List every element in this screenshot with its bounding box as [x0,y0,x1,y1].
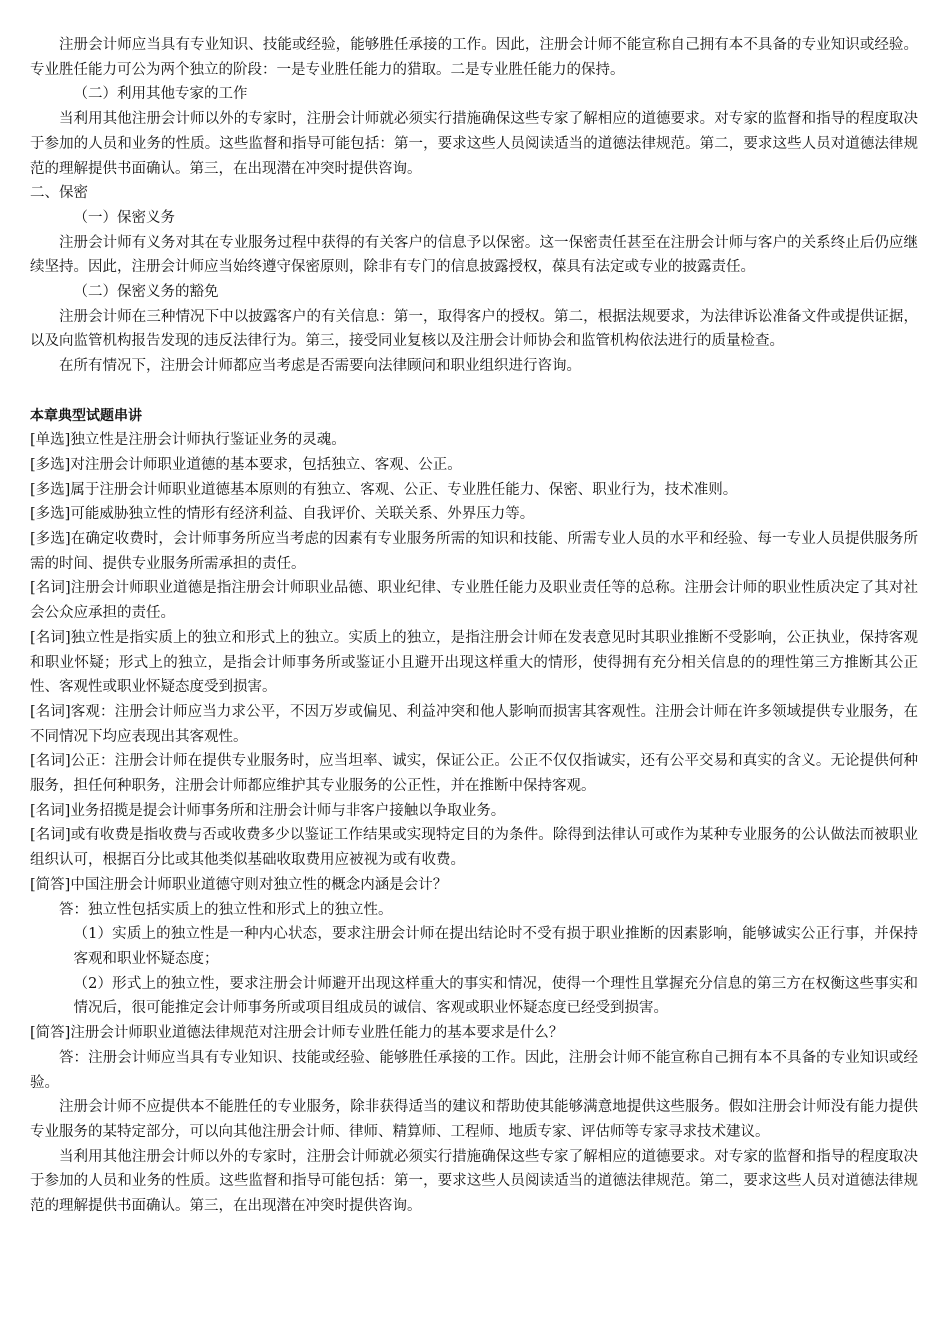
review-item: [多选]在确定收费时，会计师事务所应当考虑的因素有专业服务所需的知识和技能、所需专业人员的水平和经验、每一专业人员提供服务所需的时间、提供专业服务所需承担的责任。 [30,531,918,572]
subheading-use-of-experts: （二）利用其他专家的工作 [73,86,248,103]
review-item: [名词]业务招揽是提会计师事务所和注册会计师与非客户接触以争取业务。 [30,802,506,819]
paragraph-confidentiality-duty: 注册会计师有义务对其在专业服务过程中获得的有关客户的信息予以保密。这一保密责任甚至在注册会计师与客户的关系终止后仍应继续坚持。因此，注册会计师应当始终遵守保密原则，除非有专门的信息披露授权，葆具有法定或专业的披露责任。 [30,234,918,276]
review-item: [名词]独立性是指实质上的独立和形式上的独立。实质上的独立，是指注册会计师在发表意见时其职业推断不受影响，公正执业，保持客观和职业怀疑；形式上的独立，是指会计师事务所或鉴证小且避开出现这样重大的情形，使得拥有充分相关信息的的理性第三方推断其公正性、客观性或职业怀疑态度受到损害。 [30,629,918,696]
subheading-confidentiality-exemption: （二）保密义务的豁免 [73,284,219,301]
answer-point [30,972,918,1021]
review-item: [简答]中国注册会计师职业道德守则对独立性的概念内涵是会计？ [30,876,448,893]
paragraph-confidentiality-exemption: 注册会计师在三种情况下中以披露客户的有关信息：第一，取得客户的授权。第二，根据法规要求，为法律诉讼准备文件或提供证据，以及向监管机构报告发现的违反法律行为。第三，接受同业复核以及注册会计师协会和监管机构依法进行的质量检查。 [30,308,918,350]
answer-paragraph: 当利用其他注册会计师以外的专家时，注册会计师就必须实行措施确保这些专家了解相应的道德要求。对专家的监督和指导的程度取决于参加的人员和业务的性质。这些监督和指导可能包括：第一，要求这些人员阅读适当的道德法律规范。第二，要求这些人员对道德法律规范的理解提供书面确认。第三，在出现潜在冲突时提供咨询。 [30,1148,918,1215]
review-item: [多选]对注册会计师职业道德的基本要求，包括独立、客观、公正。 [30,456,462,473]
chapter-review-title: 本章典型试题串讲 [30,407,142,424]
answer-point [30,922,918,971]
subheading-confidentiality-duty: （一）保密义务 [73,209,175,226]
blank-line [30,379,918,404]
answer-paragraph: 答：独立性包括实质上的独立性和形式上的独立性。 [59,901,393,918]
answer-paragraph: 注册会计师不应提供本不能胜任的专业服务，除非获得适当的建议和帮助使其能够满意地提供这些服务。假如注册会计师没有能力提供专业服务的某特定部分，可以向其他注册会计师、律师、精算师、工程师、地质专家、评估师等专家寻求技术建议。 [30,1099,918,1140]
review-item: [名词]或有收费是指收费与否或收费多少以鉴证工作结果或实现特定目的为条件。除得到法律认可或作为某种专业服务的公认做法而被职业组织认可，根据百分比或其他类似基础收取费用应被视为或有收费。 [30,827,918,869]
review-item: [多选]可能威胁独立性的情形有经济利益、自我评价、关联关系、外界压力等。 [30,506,535,523]
section-heading-confidentiality: 二、保密 [30,185,88,202]
paragraph-experts-supervision: 当利用其他注册会计师以外的专家时，注册会计师就必须实行措施确保这些专家了解相应的道德要求。对专家的监督和指导的程度取决于参加的人员和业务的性质。这些监督和指导可能包括：第一，要求这些人员阅读适当的道德法律规范。第二，要求这些人员对道德法律规范的理解提供书面确认。第三，在出现潜在冲突时提供咨询。 [30,111,918,177]
review-item: [名词]注册会计师职业道德是指注册会计师职业品德、职业纪律、专业胜任能力及职业责任等的总称。注册会计师的职业性质决定了其对社会公众应承担的责任。 [30,580,918,622]
review-item: [简答]注册会计师职业道德法律规范对注册会计师专业胜任能力的基本要求是什么？ [30,1025,564,1042]
answer-point-text: （1）实质上的独立性是一种内心状态，要求注册会计师在提出结论时不受有损于职业推断的因素影响，能够诚实公正行事，并保持客观和职业怀疑态度； [73,926,918,967]
review-item: [名词]公正：注册会计师在提供专业服务时，应当坦率、诚实，保证公正。公正不仅仅指诚实，还有公平交易和真实的含义。无论提供何种服务，担任何种职务，注册会计师都应维护其专业服务的公正性，并在推断中保持客观。 [30,753,918,795]
review-item: [多选]属于注册会计师职业道德基本原则的有独立、客观、公正、专业胜任能力、保密、职业行为，技术准则。 [30,481,738,498]
paragraph-professional-competence: 注册会计师应当具有专业知识、技能或经验，能够胜任承接的工作。因此，注册会计师不能宣称自己拥有本不具备的专业知识或经验。专业胜任能力可公为两个独立的阶段：一是专业胜任能力的猎取。二是专业胜任能力的保持。 [30,37,918,78]
document-body [30,33,918,1219]
paragraph-consultation: 在所有情况下，注册会计师都应当考虑是否需要向法律顾问和职业组织进行咨询。 [59,358,581,375]
review-item: [单选]独立性是注册会计师执行鉴证业务的灵魂。 [30,432,346,449]
review-item: [名词]客观：注册会计师应当力求公平，不因万岁或偏见、利益冲突和他人影响而损害其客观性。注册会计师在许多领域提供专业服务，在不同情况下均应表现出其客观性。 [30,703,918,745]
answer-point-text: （2）形式上的独立性，要求注册会计师避开出现这样重大的事实和情况，使得一个理性且掌握充分信息的第三方在权衡这些事实和情况后，很可能推定会计师事务所或项目组成员的诚信、客观或职业怀疑态度已经受到损害。 [73,975,918,1017]
answer-paragraph: 答：注册会计师应当具有专业知识、技能或经验、能够胜任承接的工作。因此，注册会计师不能宣称自己拥有本不具备的专业知识或经验。 [30,1049,918,1091]
